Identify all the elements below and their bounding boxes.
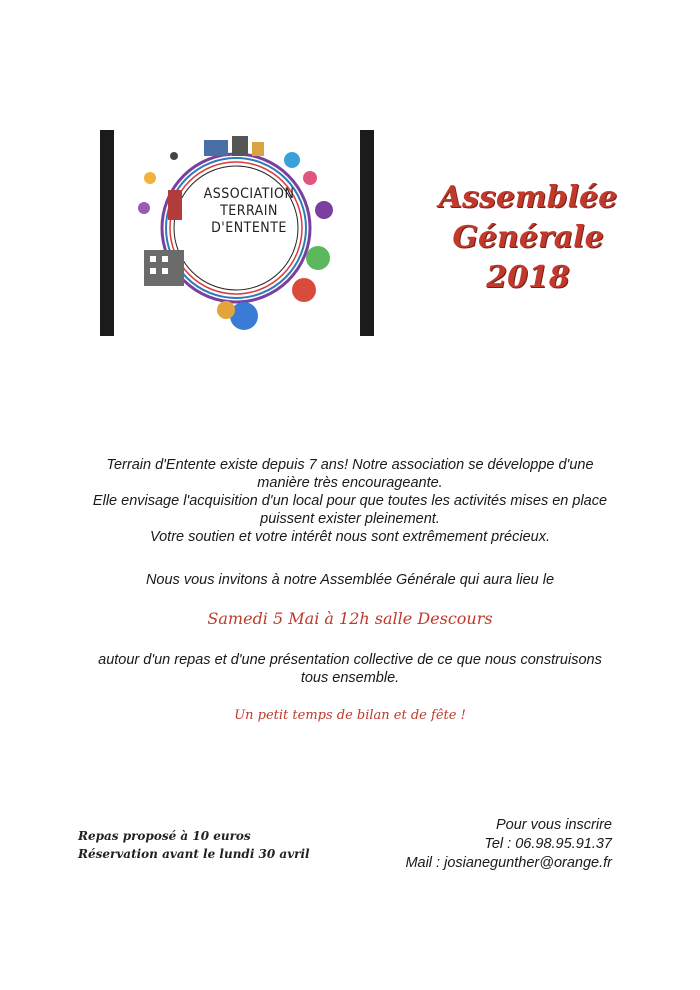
contact-phone: Tel : 06.98.95.91.37: [484, 836, 612, 852]
contact-email: Mail : josianegunther@orange.fr: [405, 855, 612, 871]
meal-info: [78, 827, 378, 863]
details-paragraph: [80, 651, 620, 687]
invitation-text: Nous vous invitons à notre Assemblée Générale qui aura lieu le: [145, 572, 555, 588]
page-title: [418, 178, 638, 298]
event-date: Samedi 5 Mai à 12h salle Descours: [207, 609, 493, 628]
title-line-1: Assemblée: [438, 180, 618, 215]
intro-paragraph: [80, 456, 620, 546]
details-line-1: autour d'un repas et d'une présentation collective de ce que nous construisons: [98, 652, 602, 668]
title-line-2: Générale: [452, 220, 604, 255]
meal-price: Repas proposé à 10 euros: [78, 829, 251, 843]
title-line-3: 2018: [486, 260, 570, 295]
contact-heading: Pour vous inscrire: [495, 817, 612, 833]
intro-line-4: puissent exister pleinement.: [260, 511, 440, 527]
logo-text: [194, 186, 304, 237]
details-line-2: tous ensemble.: [300, 670, 400, 686]
contact-info: [352, 816, 612, 873]
logo-line-1: ASSOCIATION: [203, 186, 295, 202]
meal-reservation: Réservation avant le lundi 30 avril: [78, 847, 310, 861]
intro-line-1: Terrain d'Entente existe depuis 7 ans! Notre association se développe d'une: [106, 457, 594, 473]
intro-line-3: Elle envisage l'acquisition d'un local pour que toutes les activités mises en place: [92, 493, 608, 509]
intro-line-5: Votre soutien et votre intérêt nous sont extrêmement précieux.: [149, 529, 551, 545]
tagline: Un petit temps de bilan et de fête !: [234, 708, 466, 723]
intro-line-2: manière très encourageante.: [257, 475, 443, 491]
logo-line-3: D'ENTENTE: [211, 220, 287, 236]
association-logo: [100, 130, 374, 336]
logo-line-2: TERRAIN: [220, 203, 278, 219]
